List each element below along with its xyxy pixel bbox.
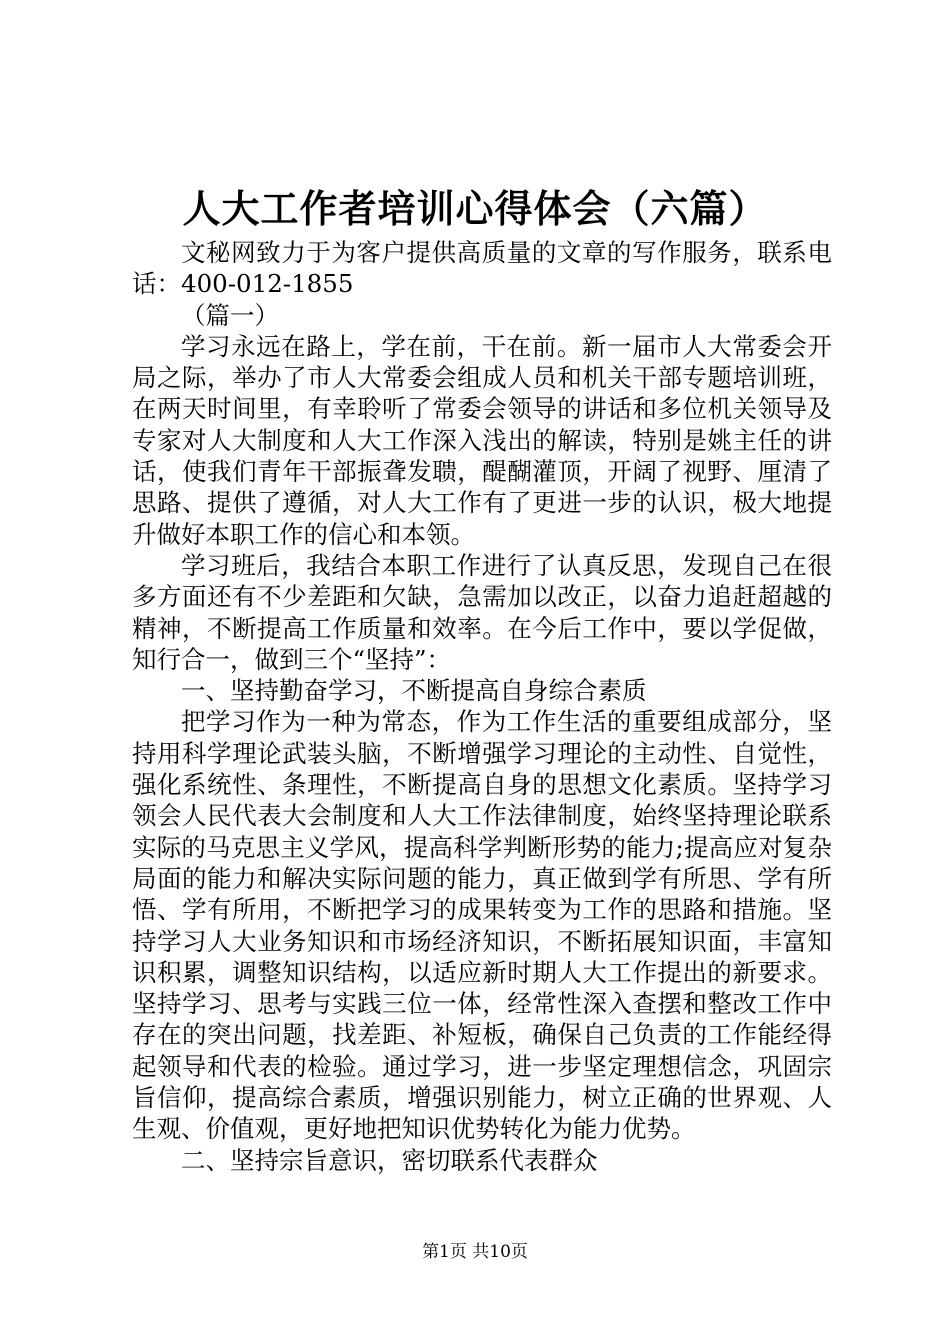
document-body xyxy=(132,237,832,1176)
paragraph: 把学习作为一种为常态，作为工作生活的重要组成部分，坚持用科学理论武装头脑，不断增强学习理论的主动性、自觉性，强化系统性、条理性，不断提高自身的思想文化素质。坚持学习领会人民代表大会制度和人大工作法律制度，始终坚持理论联系实际的马克思主义学风，提高科学判断形势的能力;提高应对复杂局面的能力和解决实际问题的能力，真正做到学有所思、学有所悟、学有所用，不断把学习的成果转变为工作的思路和措施。坚持学习人大业务知识和市场经济知识，不断拓展知识面，丰富知识积累，调整知识结构，以适应新时期人大工作提出的新要求。坚持学习、思考与实践三位一体，经常性深入查摆和整改工作中存在的突出问题，找差距、补短板，确保自己负责的工作能经得起领导和代表的检验。通过学习，进一步坚定理想信念，巩固宗旨信仰，提高综合素质，增强识别能力，树立正确的世界观、人生观、价值观，更好地把知识优势转化为能力优势。 xyxy=(132,707,832,1144)
contact-paragraph: 文秘网致力于为客户提供高质量的文章的写作服务，联系电话：400-012-1855 xyxy=(132,238,832,299)
section-heading: 一、坚持勤奋学习，不断提高自身综合素质 xyxy=(181,676,647,706)
paragraph: 学习永远在路上，学在前，干在前。新一届市人大常委会开局之际，举办了市人大常委会组成人员和机关干部专题培训班，在两天时间里，有幸聆听了常委会领导的讲话和多位机关领导及专家对人大制度和人大工作深入浅出的解读，特别是姚主任的讲话，使我们青年干部振聋发聩，醍醐灌顶，开阔了视野、厘清了思路、提供了遵循，对人大工作有了更进一步的认识，极大地提升做好本职工作的信心和本领。 xyxy=(132,331,832,549)
section-label: （篇一） xyxy=(181,300,279,330)
page-footer: 第1页 共10页 xyxy=(422,1242,528,1262)
section-heading: 二、坚持宗旨意识，密切联系代表群众 xyxy=(181,1145,598,1175)
paragraph: 学习班后，我结合本职工作进行了认真反思，发现自己在很多方面还有不少差距和欠缺，急需加以改正，以奋力追赶超越的精神，不断提高工作质量和效率。在今后工作中，要以学促做，知行合一，做到三个“坚持”： xyxy=(132,550,832,674)
document-title: 人大工作者培训心得体会（六篇） xyxy=(182,186,768,231)
